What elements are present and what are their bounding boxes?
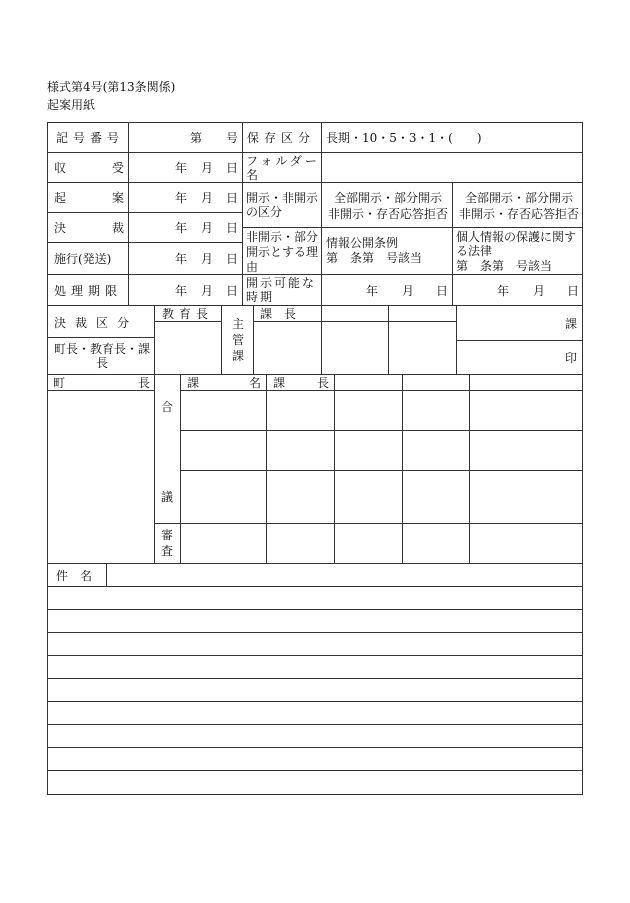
consult-cell[interactable] xyxy=(469,390,583,431)
nen-text: 年 xyxy=(175,284,188,298)
chief-header-cell xyxy=(266,374,335,391)
ka-text: 課 xyxy=(565,317,578,331)
shinsa-cell[interactable] xyxy=(266,523,335,564)
section-chief-label-cell xyxy=(253,305,322,322)
body-line[interactable] xyxy=(47,609,583,633)
consult-cell[interactable] xyxy=(180,430,267,471)
mayor-label-2: 長 xyxy=(138,376,151,390)
tsuki-text: 月 xyxy=(201,284,214,298)
folder-value-field[interactable] xyxy=(321,152,583,183)
record-no-label: 記号番号 xyxy=(56,131,125,145)
receipt-label-cell xyxy=(47,152,129,183)
approval-class-value-cell[interactable] xyxy=(47,337,155,375)
record-no-label-cell xyxy=(47,122,129,153)
dai-text: 第 xyxy=(190,131,203,145)
body-line[interactable] xyxy=(47,770,583,795)
consult-cell[interactable] xyxy=(266,470,335,524)
receipt-label: 収 xyxy=(54,161,67,175)
gou-text: 合 xyxy=(161,400,174,414)
stamp-field-2[interactable] xyxy=(388,321,457,375)
in-text: 印 xyxy=(565,351,578,365)
draft-date-field[interactable] xyxy=(128,182,243,213)
consult-cell[interactable] xyxy=(180,390,267,431)
consult-header-cell-5 xyxy=(469,374,583,391)
shinsa-cell[interactable] xyxy=(402,523,470,564)
mayor-label-cell xyxy=(47,374,155,391)
disclosable-date-field-2[interactable] xyxy=(452,274,583,306)
approval-class-label-cell xyxy=(47,305,155,338)
disclosure-option-cell-2[interactable] xyxy=(452,182,583,228)
dept-label: 課 xyxy=(187,376,200,390)
receipt-date-field[interactable] xyxy=(128,152,243,183)
approval-date-field[interactable] xyxy=(128,212,243,243)
mayor-seal-field[interactable] xyxy=(47,390,155,564)
dept-name-header-cell xyxy=(180,374,267,391)
hi-text: 日 xyxy=(226,161,239,175)
dept-label-2: 名 xyxy=(249,376,262,390)
chief-label: 課 xyxy=(273,376,286,390)
disclosure-opt-line1: 全部開示・部分開示 xyxy=(334,191,443,205)
receipt-label-2: 受 xyxy=(112,161,125,175)
go-text: 号 xyxy=(226,131,239,145)
disclosure-class-label: 開示・非開示の区分 xyxy=(246,191,319,219)
consult-cell[interactable] xyxy=(469,430,583,471)
storage-value-cell[interactable] xyxy=(321,122,583,153)
draft-label-2: 案 xyxy=(112,191,125,205)
consult-cell[interactable] xyxy=(469,470,583,524)
disclosable-label: 開示可能な時期 xyxy=(246,276,317,304)
tsuki-text: 月 xyxy=(201,221,214,235)
approval-label: 決 xyxy=(54,221,67,235)
deadline-date-field[interactable] xyxy=(128,274,243,306)
body-line[interactable] xyxy=(47,678,583,702)
body-line[interactable] xyxy=(47,655,583,679)
privacy-line1: 個人情報の保護に関する法律 xyxy=(456,230,577,258)
enforce-label: 施行(発送) xyxy=(54,252,112,266)
main-dept-label-cell xyxy=(221,305,254,375)
tsuki-text: 月 xyxy=(201,191,214,205)
dept-name-field[interactable] xyxy=(456,305,583,341)
consult-cell[interactable] xyxy=(266,430,335,471)
hi-text: 日 xyxy=(436,284,449,298)
nen-text: 年 xyxy=(366,284,379,298)
subject-input[interactable] xyxy=(106,563,583,587)
consult-header-cell-3 xyxy=(334,374,403,391)
consult-cell[interactable] xyxy=(266,390,335,431)
disclosure-class-label-cell xyxy=(242,182,322,228)
tsuki-text: 月 xyxy=(402,284,415,298)
privacy-line2: 第 条第 号該当 xyxy=(456,259,553,273)
form-number: 様式第4号(第13条関係) xyxy=(47,80,176,94)
storage-label: 保存区分 xyxy=(247,131,316,145)
nen-text: 年 xyxy=(497,284,510,298)
superintendent-label-cell xyxy=(154,305,222,322)
shinsa-cell[interactable] xyxy=(180,523,267,564)
consult-header-cell-4 xyxy=(402,374,470,391)
gougi-label-cell xyxy=(154,374,181,524)
approval-date-label-cell xyxy=(47,212,129,243)
reason-label-cell xyxy=(242,227,322,275)
section-chief-label: 課 長 xyxy=(260,307,297,321)
consult-cell[interactable] xyxy=(402,390,470,431)
nen-text: 年 xyxy=(175,252,188,266)
reason-label: 非開示・部分開示とする理由 xyxy=(246,230,319,274)
folder-label: フォルダー名 xyxy=(246,154,320,182)
subject-label: 件 名 xyxy=(56,569,93,583)
stamp-field-1[interactable] xyxy=(321,321,389,375)
mayor-label: 町 xyxy=(53,376,66,390)
shinsa-label-cell xyxy=(154,523,181,564)
form-title: 起案用紙 xyxy=(47,98,96,112)
body-line[interactable] xyxy=(47,586,583,610)
approval-class-value: 町長・教育長・課長 xyxy=(53,342,150,370)
tsuki-text: 月 xyxy=(201,252,214,266)
draft-label-cell xyxy=(47,182,129,213)
nen-text: 年 xyxy=(175,221,188,235)
superintendent-label: 教育長 xyxy=(162,307,214,321)
disclosure-option-cell-1[interactable] xyxy=(321,182,453,228)
gi-text: 議 xyxy=(161,490,174,504)
enforce-label-cell xyxy=(47,242,129,275)
enforce-date-field[interactable] xyxy=(128,242,243,275)
consult-cell[interactable] xyxy=(334,430,403,471)
hi-text: 日 xyxy=(567,284,580,298)
hi-text: 日 xyxy=(226,221,239,235)
approval-class-label: 決裁区分 xyxy=(54,316,139,330)
ordinance-cell[interactable] xyxy=(321,227,453,275)
consult-cell[interactable] xyxy=(334,470,403,524)
draft-label: 起 xyxy=(54,191,67,205)
disclosable-date-field-1[interactable] xyxy=(321,274,453,306)
ordinance-line1: 情報公開条例 xyxy=(326,236,399,250)
storage-label-cell xyxy=(242,122,322,153)
main-dept-label: 主管課 xyxy=(232,317,245,363)
body-line[interactable] xyxy=(47,747,583,771)
body-line[interactable] xyxy=(47,724,583,748)
body-line[interactable] xyxy=(47,701,583,725)
storage-value: 長期・10・5・3・1・( ) xyxy=(326,131,482,145)
approval-label-2: 裁 xyxy=(112,221,125,235)
tsuki-text: 月 xyxy=(533,284,546,298)
disclosable-label-cell xyxy=(242,274,322,306)
record-no-field[interactable] xyxy=(128,122,243,153)
shinsa-cell[interactable] xyxy=(334,523,403,564)
disclosure-opt-line1: 全部開示・部分開示 xyxy=(465,191,574,205)
tsuki-text: 月 xyxy=(201,161,214,175)
consult-cell[interactable] xyxy=(334,390,403,431)
deadline-label: 処理期限 xyxy=(54,284,123,298)
section-chief-seal-field[interactable] xyxy=(253,321,322,375)
consult-cell[interactable] xyxy=(402,430,470,471)
hi-text: 日 xyxy=(226,252,239,266)
hi-text: 日 xyxy=(226,191,239,205)
disclosure-opt-line2: 非開示・存否応答拒否 xyxy=(328,207,449,221)
disclosure-opt-line2: 非開示・存否応答拒否 xyxy=(459,207,580,221)
deadline-label-cell xyxy=(47,274,129,306)
body-line[interactable] xyxy=(47,632,583,656)
nen-text: 年 xyxy=(175,161,188,175)
hi-text: 日 xyxy=(226,284,239,298)
seal-field[interactable] xyxy=(456,340,583,375)
folder-label-cell xyxy=(242,152,322,183)
superintendent-seal-field[interactable] xyxy=(154,321,222,375)
nen-text: 年 xyxy=(175,191,188,205)
subject-label-cell xyxy=(47,563,107,587)
consult-cell[interactable] xyxy=(180,470,267,524)
shinsa-text: 審査 xyxy=(161,528,174,558)
shinsa-cell[interactable] xyxy=(469,523,583,564)
consult-cell[interactable] xyxy=(402,470,470,524)
ordinance-line2: 第 条第 号該当 xyxy=(326,251,423,265)
privacy-cell[interactable] xyxy=(452,227,583,275)
stamp-header-cell-1 xyxy=(321,305,389,322)
stamp-header-cell-2 xyxy=(388,305,457,322)
chief-label-2: 長 xyxy=(317,376,330,390)
